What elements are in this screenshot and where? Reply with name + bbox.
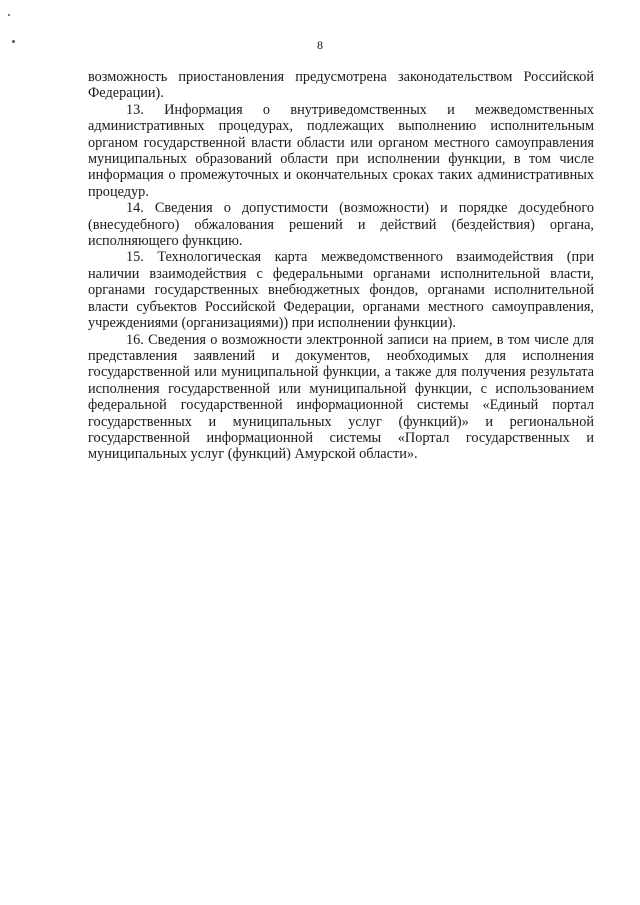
scan-speck xyxy=(8,14,10,16)
paragraph-continuation: возможность приостановления предусмотрена законодательством Российской Федерации). xyxy=(88,69,594,102)
paragraph-14: 14. Сведения о допустимости (возможности) и порядке досудебного (внесудебного) обжалования решений и действий (бездействия) органа, исполняющего функцию. xyxy=(88,200,594,250)
paragraph-13: 13. Информация о внутриведомственных и межведомственных административных процедурах, подлежащих выполнению исполнительным органом государственной власти области или органом местного самоуправления муниципальных образований области при исполнении функции, в том числе информация о промежуточных и окончательных сроках таких административных процедур. xyxy=(88,101,594,200)
document-body xyxy=(88,69,594,463)
paragraph-16: 16. Сведения о возможности электронной записи на прием, в том числе для представления заявлений и документов, необходимых для исполнения государственной или муниципальной функции, а также для получения результата исполнения государственной или муниципальной функции, с использованием федеральной государственной информационной системы «Единый портал государственных и муниципальных услуг (функций)» и региональной государственной информационной системы «Портал государственных и муниципальных услуг (функций) Амурской области». xyxy=(88,331,594,463)
page-number: 8 xyxy=(317,38,323,52)
paragraph-15: 15. Технологическая карта межведомственного взаимодействия (при наличии взаимодействия с федеральными органами исполнительной власти, органами государственных внебюджетных фондов, органами исполнительной власти субъектов Российской Федерации, органами местного самоуправления, учреждениями (организациями)) при исполнении функции). xyxy=(88,249,594,332)
scan-speck xyxy=(12,40,15,43)
